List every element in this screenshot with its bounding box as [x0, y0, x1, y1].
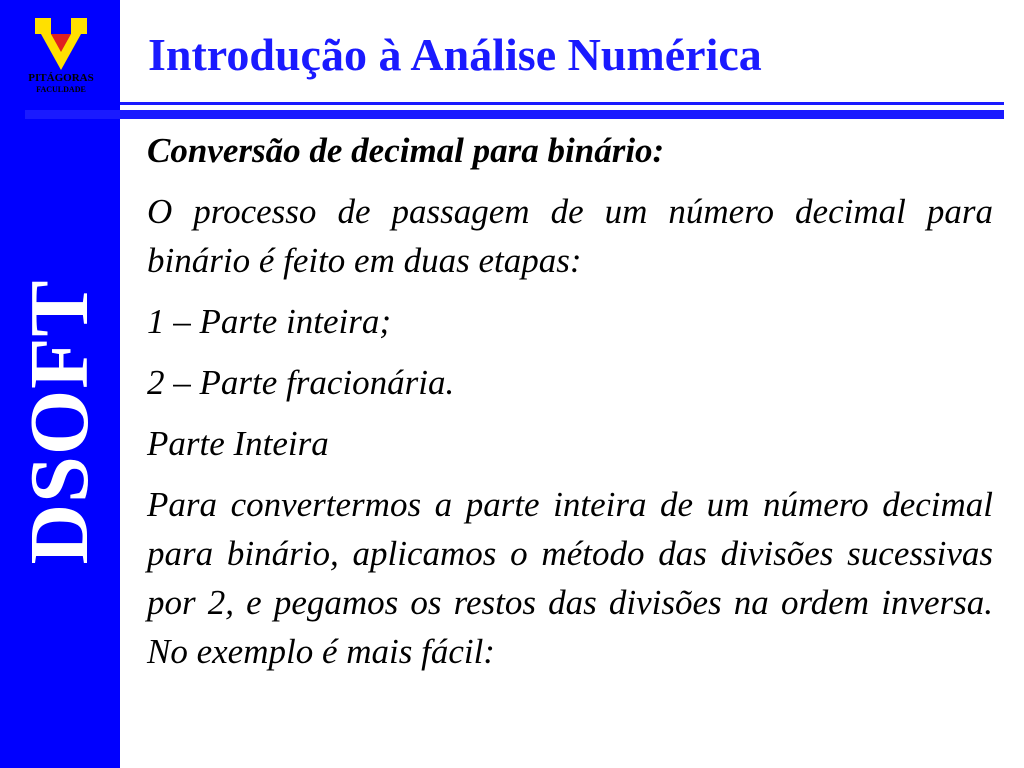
- pitagoras-logo-icon: [15, 14, 107, 72]
- slide-content: [147, 126, 993, 688]
- title-rule-thick: [25, 110, 1004, 119]
- title-rule-thin: [120, 102, 1004, 105]
- content-intro: O processo de passagem de um número decimal para binário é feito em duas etapas:: [147, 192, 993, 280]
- content-description: Para convertermos a parte inteira de um número decimal para binário, aplicamos o método das divisões sucessivas por 2, e pegamos os restos das divisões na ordem inversa. No exemplo é mais fácil:: [147, 485, 993, 671]
- content-subheading: Parte Inteira: [147, 424, 329, 463]
- logo-name: PITÁGORAS: [28, 72, 94, 84]
- pitagoras-logo: [15, 14, 107, 98]
- logo-subtitle: FACULDADE: [36, 85, 86, 94]
- content-step-1: 1 – Parte inteira;: [147, 302, 391, 341]
- slide-title: Introdução à Análise Numérica: [148, 29, 762, 80]
- content-heading: Conversão de decimal para binário:: [147, 131, 665, 170]
- content-step-2: 2 – Parte fracionária.: [147, 363, 455, 402]
- vertical-brand: DSOFT: [13, 279, 106, 565]
